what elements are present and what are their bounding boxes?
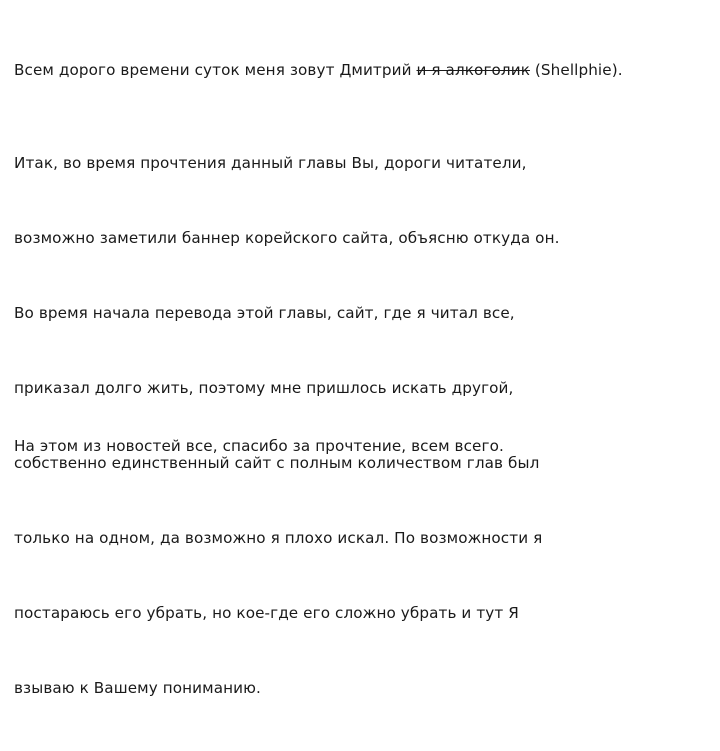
body-line: постараюсь его убрать, но кое-где его сложно убрать и тут Я: [14, 604, 519, 622]
body-line: только на одном, да возможно я плохо искал. По возможности я: [14, 529, 543, 547]
body-line: приказал долго жить, поэтому мне пришлось искать другой,: [14, 379, 514, 397]
greeting-suffix: (Shellphie).: [529, 61, 623, 79]
greeting-prefix: Всем дорого времени суток меня зовут Дмитрий: [14, 61, 417, 79]
greeting-paragraph: [14, 58, 706, 83]
body-paragraph: [14, 101, 706, 751]
body-line: взываю к Вашему пониманию.: [14, 679, 261, 697]
body-line: Итак, во время прочтения данный главы Вы, дороги читатели,: [14, 154, 527, 172]
closing-paragraph: На этом из новостей все, спасибо за прочтение, всем всего.: [14, 437, 504, 455]
body-line: собственно единственный сайт с полным количеством глав был: [14, 454, 540, 472]
body-line: Во время начала перевода этой главы, сайт, где я читал все,: [14, 304, 515, 322]
greeting-struck-text: и я алкоголик: [416, 61, 530, 79]
body-line: возможно заметили баннер корейского сайта, объясню откуда он.: [14, 229, 560, 247]
